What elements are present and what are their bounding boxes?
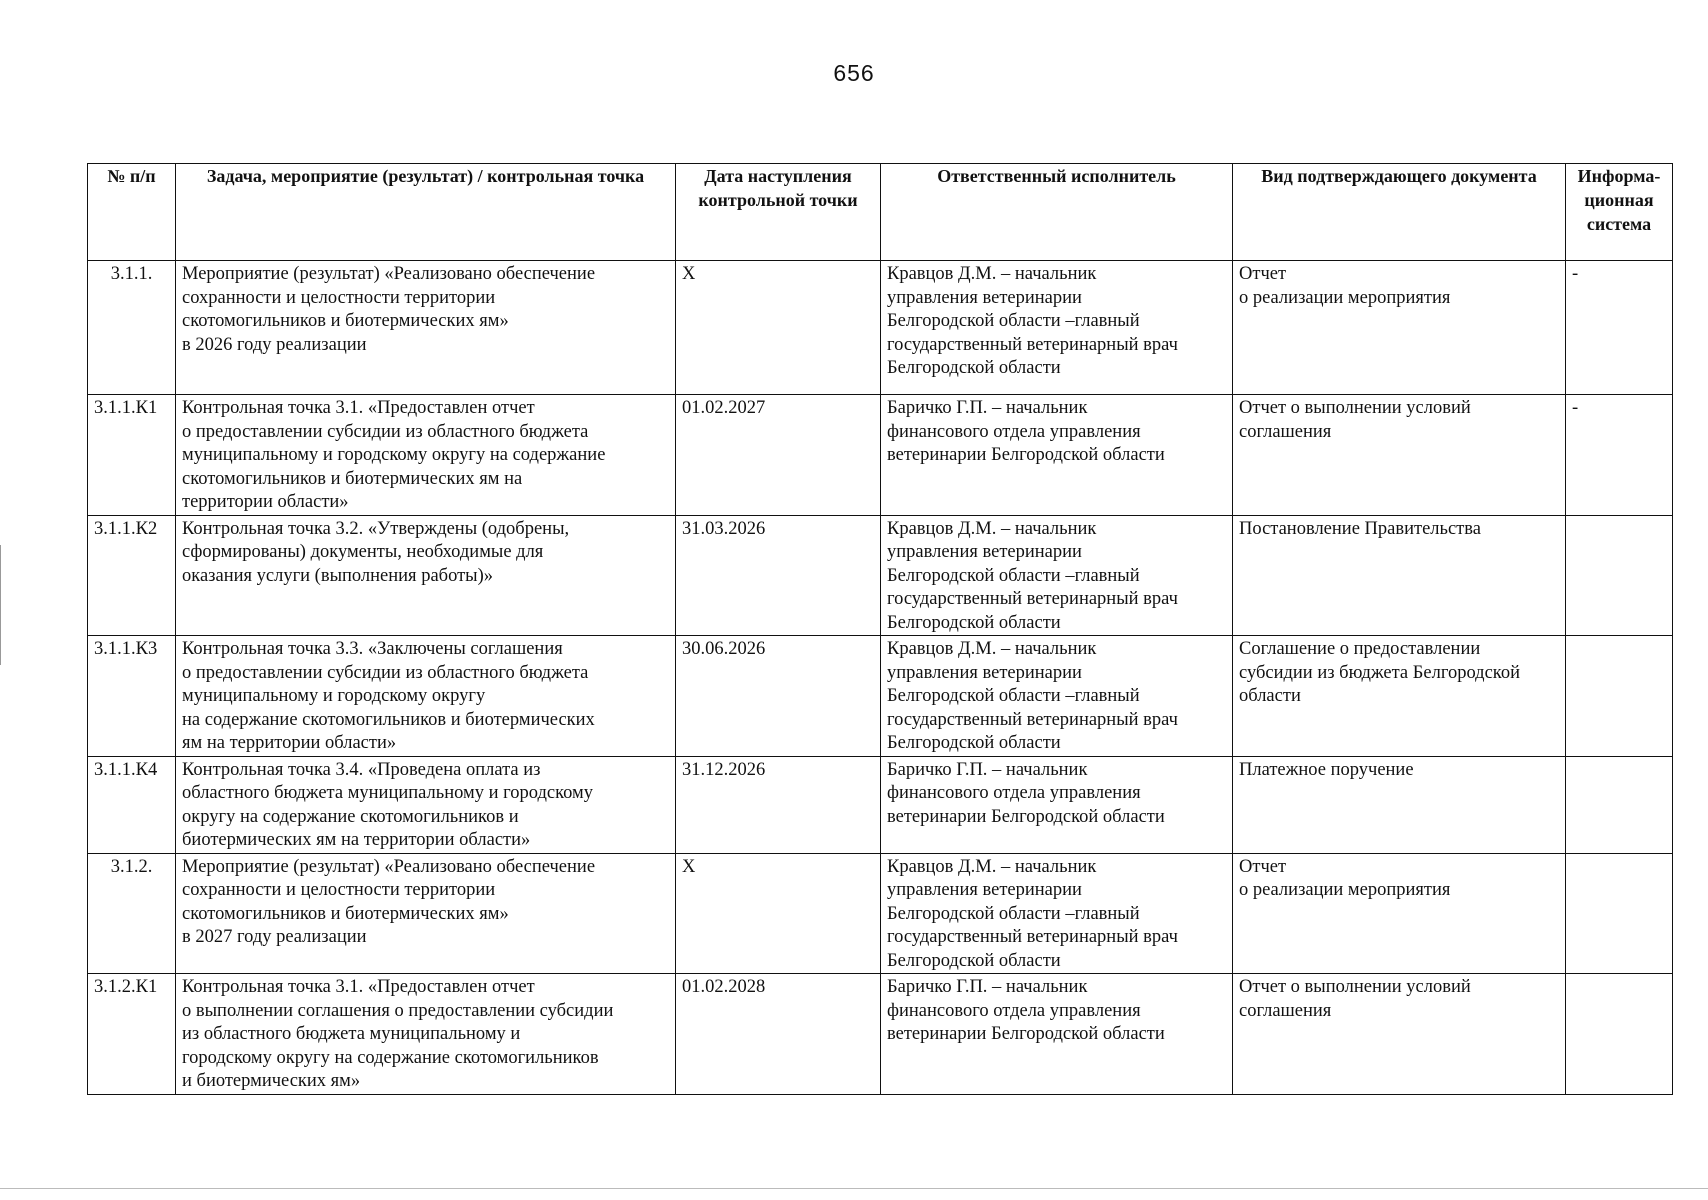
cell-executor: Баричко Г.П. – начальник финансового отдела управления ветеринарии Белгородской области xyxy=(881,756,1233,853)
cell-number: 3.1.2. xyxy=(88,853,176,974)
table-row xyxy=(88,261,1673,395)
cell-task: Контрольная точка 3.1. «Предоставлен отчет о выполнении соглашения о предоставлении субсидии из областного бюджета муниципальному и городскому округу на содержание скотомогильников и биотермических ям» xyxy=(176,974,676,1095)
header-date: Дата наступления контрольной точки xyxy=(676,164,881,261)
cell-info-system: - xyxy=(1566,261,1673,395)
cell-date: 31.03.2026 xyxy=(676,515,881,636)
cell-date: 30.06.2026 xyxy=(676,636,881,757)
cell-document: Постановление Правительства xyxy=(1233,515,1566,636)
table-row xyxy=(88,756,1673,853)
cell-number: 3.1.1.К3 xyxy=(88,636,176,757)
cell-info-system xyxy=(1566,515,1673,636)
cell-document: Отчет о реализации мероприятия xyxy=(1233,853,1566,974)
cell-document: Отчет о выполнении условий соглашения xyxy=(1233,395,1566,516)
header-executor: Ответственный исполнитель xyxy=(881,164,1233,261)
cell-number: 3.1.1.К2 xyxy=(88,515,176,636)
cell-date: X xyxy=(676,853,881,974)
table-header-row xyxy=(88,164,1673,261)
cell-document: Соглашение о предоставлении субсидии из бюджета Белгородской области xyxy=(1233,636,1566,757)
cell-task: Контрольная точка 3.2. «Утверждены (одобрены, сформированы) документы, необходимые для оказания услуги (выполнения работы)» xyxy=(176,515,676,636)
header-document: Вид подтверждающего документа xyxy=(1233,164,1566,261)
cell-executor: Кравцов Д.М. – начальник управления ветеринарии Белгородской области –главный государственный ветеринарный врач Белгородской области xyxy=(881,261,1233,395)
cell-task: Мероприятие (результат) «Реализовано обеспечение сохранности и целостности территории скотомогильников и биотермических ям» в 2026 году реализации xyxy=(176,261,676,395)
cell-executor: Баричко Г.П. – начальник финансового отдела управления ветеринарии Белгородской области xyxy=(881,395,1233,516)
cell-document: Отчет о реализации мероприятия xyxy=(1233,261,1566,395)
cell-date: 01.02.2028 xyxy=(676,974,881,1095)
table-row xyxy=(88,515,1673,636)
cell-number: 3.1.1.К4 xyxy=(88,756,176,853)
cell-info-system xyxy=(1566,974,1673,1095)
cell-date: X xyxy=(676,261,881,395)
cell-document: Платежное поручение xyxy=(1233,756,1566,853)
header-number: № п/п xyxy=(88,164,176,261)
cell-task: Контрольная точка 3.1. «Предоставлен отчет о предоставлении субсидии из областного бюджета муниципальному и городскому округу на содержание скотомогильников и биотермических ям на территории области» xyxy=(176,395,676,516)
cell-info-system xyxy=(1566,636,1673,757)
cell-executor: Кравцов Д.М. – начальник управления ветеринарии Белгородской области –главный государственный ветеринарный врач Белгородской области xyxy=(881,853,1233,974)
cell-executor: Кравцов Д.М. – начальник управления ветеринарии Белгородской области –главный государственный ветеринарный врач Белгородской области xyxy=(881,515,1233,636)
cell-task: Контрольная точка 3.4. «Проведена оплата из областного бюджета муниципальному и городскому округу на содержание скотомогильников и биотермических ям на территории области» xyxy=(176,756,676,853)
control-points-table xyxy=(87,163,1673,1095)
scan-edge-mark xyxy=(0,545,1,665)
cell-task: Мероприятие (результат) «Реализовано обеспечение сохранности и целостности территории скотомогильников и биотермических ям» в 2027 году реализации xyxy=(176,853,676,974)
table-row xyxy=(88,974,1673,1095)
table-row xyxy=(88,395,1673,516)
table-row xyxy=(88,853,1673,974)
header-info-system: Информа- ционная система xyxy=(1566,164,1673,261)
cell-date: 31.12.2026 xyxy=(676,756,881,853)
cell-info-system: - xyxy=(1566,395,1673,516)
cell-number: 3.1.1.К1 xyxy=(88,395,176,516)
scan-bottom-line xyxy=(0,1188,1708,1189)
cell-info-system xyxy=(1566,853,1673,974)
cell-executor: Кравцов Д.М. – начальник управления ветеринарии Белгородской области –главный государственный ветеринарный врач Белгородской области xyxy=(881,636,1233,757)
cell-date: 01.02.2027 xyxy=(676,395,881,516)
cell-document: Отчет о выполнении условий соглашения xyxy=(1233,974,1566,1095)
cell-info-system xyxy=(1566,756,1673,853)
table-row xyxy=(88,636,1673,757)
cell-number: 3.1.1. xyxy=(88,261,176,395)
page-number: 656 xyxy=(833,60,875,86)
cell-task: Контрольная точка 3.3. «Заключены соглашения о предоставлении субсидии из областного бюджета муниципальному и городскому округу на содержание скотомогильников и биотермических ям на территории области» xyxy=(176,636,676,757)
header-task: Задача, мероприятие (результат) / контрольная точка xyxy=(176,164,676,261)
cell-number: 3.1.2.К1 xyxy=(88,974,176,1095)
cell-executor: Баричко Г.П. – начальник финансового отдела управления ветеринарии Белгородской области xyxy=(881,974,1233,1095)
